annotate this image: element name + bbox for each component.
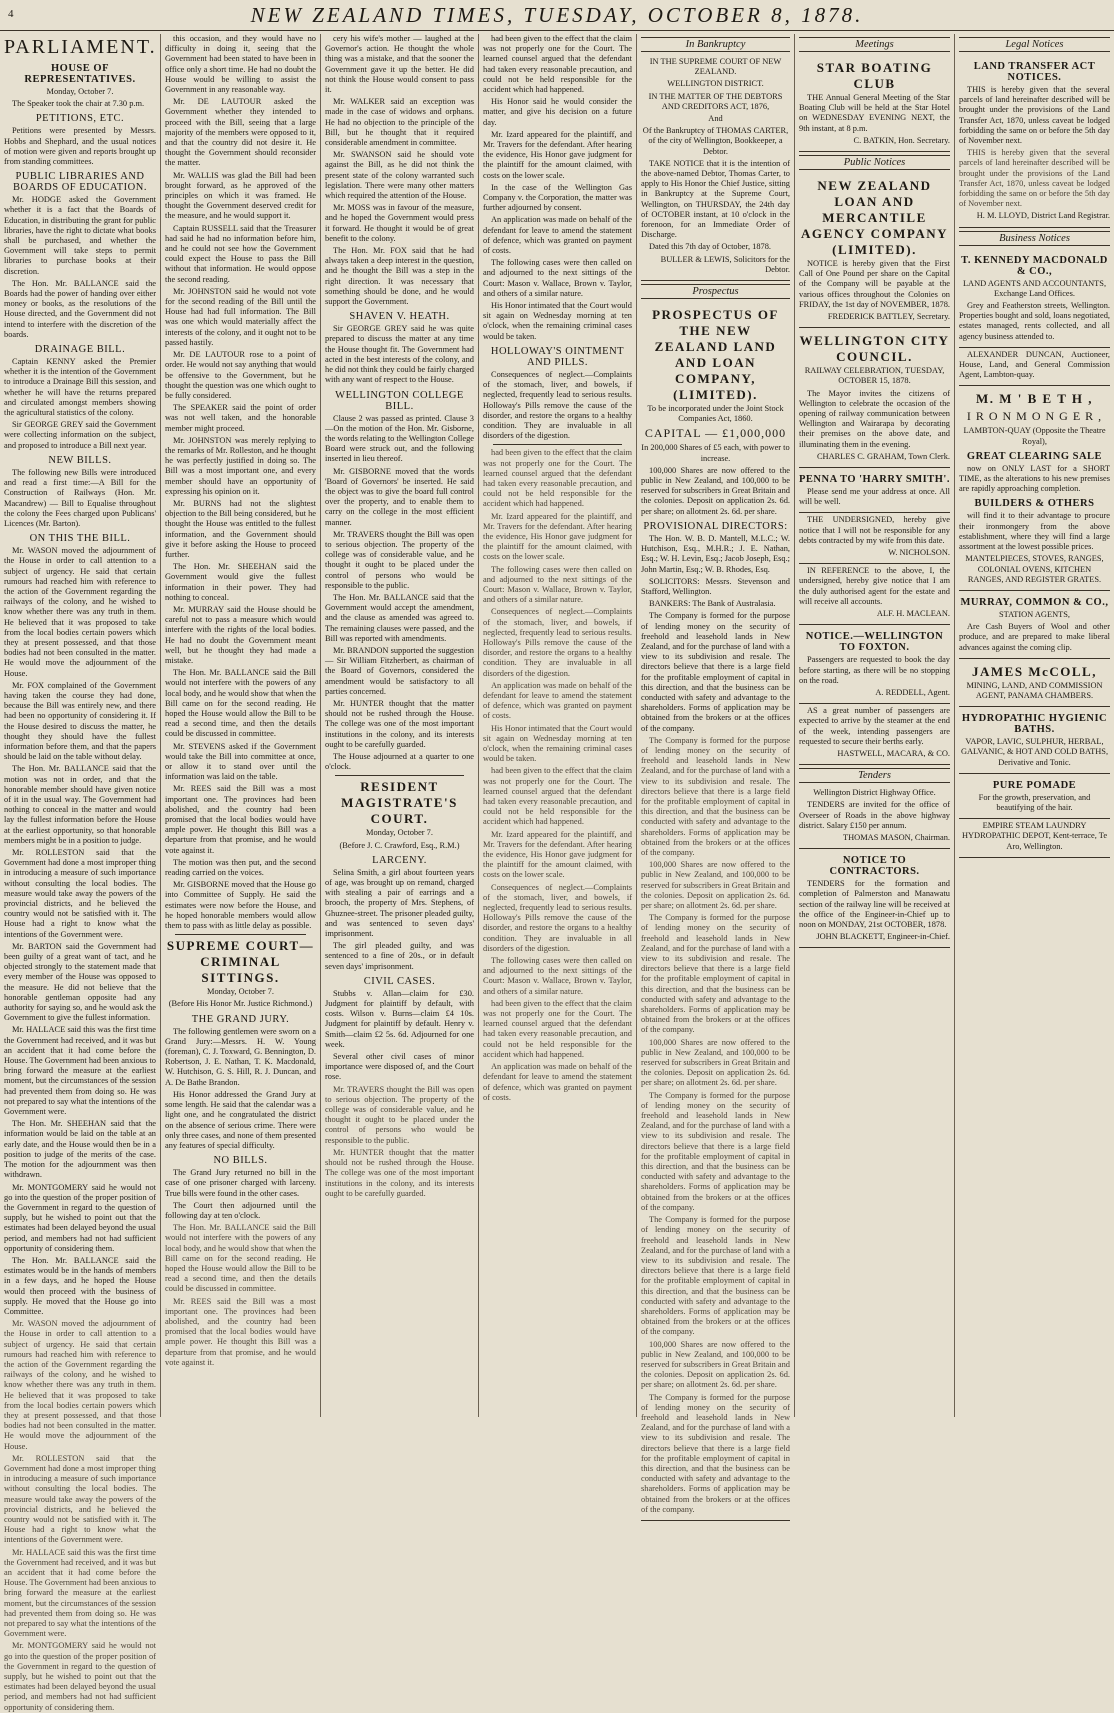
ad-text: THIS is hereby given that the several parcels of land hereinafter described will be brought under the provisions of the Land Transfer Act, 1870, unless caveat be lodged forbidding the same on or before the 5th day of November next. [959, 85, 1110, 146]
bankruptcy-section-header: In Bankruptcy [641, 37, 790, 52]
ad-text: Passengers are requested to book the day before starting, as there will be no stopping on the road. [799, 655, 950, 685]
undersigned-notice [799, 513, 950, 564]
paragraph: had been given to the effect that the claim was not properly one for the Court. The learned counsel argued that the defendant had taken every reasonable precaution, and could not be held responsible for the accident which had happened. [483, 998, 632, 1059]
ad-subtitle: MINING, LAND, AND COMMISSION AGENT, PANAMA CHAMBERS. [966, 680, 1103, 700]
city-council-ad [799, 328, 950, 468]
paragraph: The Hon. Mr. SHEEHAN said the Government would give the fullest information in their power. They had nothing to conceal. [165, 562, 316, 602]
prospectus-body: 100,000 Shares are now offered to the public in New Zealand, and 100,000 to be reserved for subscribers in Great Britain and the colonies. Deposit on application 2s. 6d. per share; on allotment 2s. 6d. per share. [641, 860, 790, 910]
paragraph: The following cases were then called on and adjourned to the next sittings of the Court: Mason v. Wallace, Brown v. Taylor, and others of a similar nature. [483, 258, 632, 298]
ad-title: LAND TRANSFER ACT NOTICES. [973, 61, 1096, 83]
masthead [0, 0, 1114, 31]
paragraph: Mr. FOX complained of the Government having taken the course they had done, because the Bill was entirely new, and there had been no opportunity of considering it. If the House desired to discuss the matter, he thought they should have the fullest information before them, and that the papers should be laid on the table without delay. [4, 680, 156, 762]
paragraph: The following gentlemen were sworn on a Grand Jury:—Messrs. H. W. Young (foreman), C. J. Toxward, G. Bennington, D. Robertson, J. E. Nathan, T. K. Macdonald, W. Hutchison, G. S. Hill, R. J. Duncan, and A. De Bathe Brandon. [165, 1026, 316, 1087]
capital: CAPITAL — £1,000,000 [644, 426, 787, 441]
ad-signature: W. NICHOLSON. [888, 548, 950, 558]
paragraph: Mr. WALLIS was glad the Bill had been brought forward, as he approved of the principles on which it was framed. He thought the Government deserved credit for the measure, and he would support it. [165, 170, 316, 221]
ad-title: WELLINGTON CITY COUNCIL. [799, 333, 950, 365]
paragraph: Mr. BARTON said the Government had been guilty of a great want of tact, and he objected strongly to the statement made that every member of the House was opposed to the measure. He did not believe that the honorable gentleman opposite had any authority for saying so, and he would ask the Government to give the fullest information. [4, 941, 156, 1023]
column-3 [320, 34, 478, 1417]
paragraph: Sir GEORGE GREY said he was quite prepared to discuss the matter at any time the House thought fit. The Government had acted in the best interests of the colony, and he did not think they could be fairly charged with any want of respect to the House. [325, 324, 474, 385]
paragraph: The Hon. Mr. BALLANCE said the Boards had the power of handing over either money or books, as the resolutions of the House directed, and the Government did not intend to interfere with the discretion of the boards. [4, 278, 156, 339]
no-bills-heading: NO BILLS. [213, 1155, 268, 1167]
mccoll-ad [959, 659, 1110, 707]
tender-ad [799, 786, 950, 849]
ad-signature: CHARLES C. GRAHAM, Town Clerk. [816, 451, 950, 461]
paragraph: Mr. REES said the Bill was a most important one. The provinces had been abolished, and the country had been promised that the local bodies would have ample power. He thought this Bill was a departure from that promise, and he would vote against it. [165, 1296, 316, 1367]
prospectus-section-header: Prospectus [641, 284, 790, 299]
ad-title: Wellington District Highway Office. [813, 788, 936, 798]
ad-text: will find it to their advantage to procure their ironmongery from the above establishment, where they will find a large assortment at the lowest possible prices. [959, 511, 1110, 552]
paragraph: The motion was then put, and the second reading carried on the voices. [165, 857, 316, 878]
paragraph: Mr. WASON moved the adjournment of the House in order to call attention to a subject of urgency. He said that certain rumours had reached him with reference to the action of the Government regarding the railways of the colony, and he wished to know whether there was any truth in them. He believed that it was proposed to take from the local bodies certain powers which they at present possessed, and that those bodies had not been consulted in the matter. He would move the adjournment of the House. [4, 1319, 156, 1451]
paragraph: Mr. Izard appeared for the plaintiff, and Mr. Travers for the defendant. After hearing the evidence, His Honor gave judgment for the plaintiff for the amount claimed, with costs on the lower scale. [483, 829, 632, 880]
ad-text: AS a great number of passengers are expected to arrive by the steamer at the end of the week, intending passengers are requested to secure their berths early. [799, 706, 950, 746]
paragraph: this occasion, and they would have no difficulty in doing it, seeing that the Government had been stated to have been in office only a short time. He had no doubt the House would be willing to assist the Government in any reasonable way. [165, 34, 316, 95]
notice-date: Dated this 7th day of October, 1878. [649, 242, 772, 252]
college-bill-heading: WELLINGTON COLLEGE BILL. [335, 389, 464, 412]
paragraph: The Hon. Mr. BALLANCE said that the Government would accept the amendment, and the clause as amended was agreed to. The remaining clauses were passed, and the Bill was reported with amendments. [325, 592, 474, 643]
libraries-heading: PUBLIC LIBRARIES AND BOARDS OF EDUCATION. [13, 171, 147, 194]
legal-notices-section-header: Legal Notices [959, 37, 1110, 52]
drainage-heading: DRAINAGE BILL. [34, 344, 126, 356]
matter-line: IN THE MATTER OF THE DEBTORS AND CREDITORS ACT, 1876, [648, 91, 783, 111]
ad-text: Are Cash Buyers of Wool and other produce, and are prepared to make liberal advances against the coming clip. [959, 622, 1110, 652]
prospectus-body: The Company is formed for the purpose of lending money on the security of freehold and leasehold lands in New Zealand, and for the purchase of land with a view to its subdivision and resale. The directors believe that there is a large field for the profitable employment of capital in this direction, and that the business can be conducted with safety and advantage to the shareholders. Forms of application may be obtained from the brokers or at the offices of the company. [641, 735, 790, 857]
paragraph: His Honor intimated that the Court would sit again on Wednesday morning at ten o'clock, when the remaining criminal cases would be taken. [483, 301, 632, 341]
newspaper-title: NEW ZEALAND TIMES, TUESDAY, OCTOBER 8, 1878. [250, 3, 864, 27]
paragraph: Mr. GISBORNE moved that the House go into Committee of Supply. He said the estimates were now before the House, and he hoped honorable members would allow them to pass with as little delay as possible. [165, 880, 316, 931]
ad-text: now on ONLY LAST for a SHORT TIME, as the alterations to his new premises are rapidly approaching completion. [959, 463, 1110, 494]
paragraph: Several other civil cases of minor importance were disposed of, and the Court rose. [325, 1052, 474, 1082]
larceny-heading: LARCENY. [372, 854, 427, 866]
paragraph: Mr. HODGE asked the Government whether it is a fact that the Boards of Education, in distributing the grant for public libraries, have the right to dictate what books shall be purchased, and whether the Government will take steps to permit libraries to purchase books at their discretion. [4, 195, 156, 276]
duncan-ad [959, 348, 1110, 387]
paragraph: Captain RUSSELL said that the Treasurer had said he had no information before him, and he could not see how the Government could expect the House to pass the Bill without that information. He would oppose the second reading. [165, 223, 316, 284]
ad-text: THE UNDERSIGNED, hereby give notice that I will not be responsible for any debts contracted by my wife from this date. [799, 515, 950, 545]
ad-title: M. M ' B E T H , [975, 391, 1094, 407]
ad-text: Please send me your address at once. All will be well. [799, 487, 950, 507]
ad-text: EMPIRE STEAM LAUNDRY HYDROPATHIC DEPOT, Kent-terrace, Te Aro, Wellington. [961, 821, 1108, 851]
paragraph: Consequences of neglect.—Complaints of the stomach, liver, and bowels, if neglected, frequently lead to serious results. Holloway's Pills remove the cause of the disorder, and restore the organs to a healthy condition. They are invaluable in all disorders of the digestion. [483, 369, 632, 441]
ad-text: THE Annual General Meeting of the Star Boating Club will be held at the Star Hotel on WEDNESDAY EVENING NEXT, the 9th instant, at 8 p.m. [799, 93, 950, 133]
ad-title: NOTICE TO CONTRACTORS. [829, 855, 920, 878]
ad-sale: GREAT CLEARING SALE [966, 450, 1103, 462]
ad-signature: HASTWELL, MACARA, & CO. [837, 748, 950, 758]
paragraph: Mr. MONTGOMERY said he would not go into the question of the proper position of the Government in regard to the question of supply, but he wished to point out that the estimates had been delayed beyond the usual period, and members had not had sufficient opportunity of considering them. [4, 1641, 156, 1712]
ad-subheading: BUILDERS & OTHERS [974, 498, 1095, 510]
ad-signature: THOMAS MASON, Chairman. [842, 832, 950, 842]
prospectus-notice [641, 302, 790, 1521]
ad-text: For the growth, preservation, and beautifying of the hair. [978, 792, 1091, 812]
page-columns [0, 34, 1114, 1712]
paragraph: Mr. REES said the Bill was a most important one. The provinces had been abolished, and the country had been promised that the local bodies would have ample power. He thought this Bill was a departure from that promise, and he would vote against it. [165, 784, 316, 855]
paragraph: Consequences of neglect.—Complaints of the stomach, liver, and bowels, if neglected, frequently lead to serious results. Holloway's Pills remove the cause of the disorder, and restore the organs to a healthy condition. They are invaluable in all disorders of the digestion. [483, 607, 632, 678]
ad-title: NEW ZEALAND LOAN AND MERCANTILE AGENCY COMPANY (LIMITED). [800, 178, 948, 258]
column-1-parliament [0, 34, 160, 1712]
ad-title: PURE POMADE [992, 779, 1077, 791]
ad-title: T. KENNEDY MACDONALD & CO., [961, 254, 1108, 277]
ad-text: TENDERS are invited for the office of Overseer of Roads in the above highway district. Salary £150 per annum. [799, 800, 950, 830]
laundry-ad [959, 819, 1110, 858]
ad-text: VAPOR, LAVIC, SULPHUR, HERBAL, GALVANIC, & HOT AND COLD BATHS, Derivative and Tonic. [960, 737, 1109, 767]
directors-list: The Hon. W. B. D. Mantell, M.L.C.; W. Hutchison, Esq., M.H.R.; J. E. Nathan, Esq.; W. H. Levin, Esq.; Jacob Joseph, Esq.; John Martin, Esq.; W. B. Rhodes, Esq. [641, 533, 790, 574]
mcbeth-ad [959, 386, 1110, 590]
paragraph: Mr. TRAVERS thought the Bill was open to serious objection. The property of the college was of considerable value, and he thought it ought to be placed under the control of persons who would be responsible to the public. [325, 1084, 474, 1145]
paragraph: Mr. BRANDON supported the suggestion — Sir William Fitzherbert, as chairman of the Board of Governors, considered the amendment would be satisfactory to all parties concerned. [325, 645, 474, 696]
court-name: IN THE SUPREME COURT OF NEW ZEALAND. [649, 57, 782, 77]
paragraph: cery his wife's mother — laughed at the Governor's action. He thought the whole thing was a mistake, and that the sooner the Government gave it up the better. He did not think the House would consent to pass it. [325, 34, 474, 95]
paragraph: had been given to the effect that the claim was not properly one for the Court. The learned counsel argued that the defendant had taken every reasonable precaution, and could not be held responsible for the accident which had happened. [483, 766, 632, 827]
court-judge: (Before His Honor Mr. Justice Richmond.) [168, 999, 313, 1009]
and-line: And [708, 114, 723, 124]
ad-subtitle: LAND AGENTS AND ACCOUNTANTS, Exchange Land Offices. [962, 278, 1107, 298]
notice-text: TAKE NOTICE that it is the intention of the above-named Debtor, Thomas Carter, to apply to His Honor the Chief Justice, sitting in Bankruptcy at the Supreme Court, Wellington, on THURSDAY, the 24th day of OCTOBER instant, at 10 o'clock in the forenoon, for an Immediate Order of Discharge. [641, 158, 790, 240]
paragraph: Sir GEORGE GREY said the Government were collecting information on the subject, and proposed to introduce a Bill next year. [4, 420, 156, 450]
paragraph: had been given to the effect that the claim was not properly one for the Court. The learned counsel argued that the defendant had taken every reasonable precaution, and could not be held responsible for the accident which had happened. [483, 34, 632, 95]
civil-cases-heading: CIVIL CASES. [363, 975, 436, 987]
ad-text: THIS is hereby given that the several parcels of land hereinafter described will be brought under the provisions of the Land Transfer Act, 1870, unless caveat be lodged forbidding the same on or before the 5th day of November next. [959, 148, 1110, 209]
paragraph: His Honor said he would consider the matter, and give his decision on a future day. [483, 97, 632, 127]
bankruptcy-notice [641, 55, 790, 281]
paragraph: The Hon. Mr. BALLANCE said that the motion was not in order, and that the honorable member should have given notice of it in the usual way. The Government had nothing to conceal in the matter and would lay the fullest information before the House at the earliest opportunity, so that honorable members might be in a position to judge. [4, 764, 156, 845]
paragraph: Mr. HUNTER thought that the matter should not be rushed through the House. The college was one of the most important institutions in the colony, and its interests ought to be carefully guarded. [325, 1147, 474, 1198]
parliament-heading: PARLIAMENT. [4, 36, 157, 58]
prospectus-title: PROSPECTUS OF THE NEW ZEALAND LAND AND LOAN COMPANY, (LIMITED). [652, 307, 779, 403]
court-date: Monday, October 7. [207, 987, 274, 997]
ad-title: JAMES McCOLL, [972, 663, 1097, 679]
paragraph: The Hon. Mr. FOX said that he had always taken a deep interest in the question, and he thought the Bill was a step in the right direction. It was necessary that something should be done, and he would support the Government. [325, 246, 474, 307]
paragraph: Mr. HALLACE said this was the first time the Government had received, and it was but an accident that it had come before the House. The Government had been anxious to bring forward the measure at the earliest moment, but the circumstances of the session had prevented them from doing so. He was not prepared to say what the intentions of the Government were. [4, 1547, 156, 1639]
paragraph: Mr. SWANSON said he should vote against the Bill, as he did not think the present state of the colony warranted such legislation. There were many other matters which required the attention of the House. [325, 150, 474, 201]
ad-signature: A. REDDELL, Agent. [875, 687, 950, 697]
ad-subtitle: STATION AGENTS, [999, 609, 1070, 619]
column-4 [478, 34, 636, 1417]
paragraph: In the case of the Wellington Gas Company v. the Corporation, the matter was further adjourned by consent. [483, 182, 632, 213]
paragraph: The girl pleaded guilty, and was sentenced to a fine of 20s., or in default seven days' imprisonment. [325, 941, 474, 971]
paragraph: The Hon. Mr. BALLANCE said the Bill would not interfere with the powers of any local body, and he would show that when the Bill came on for the second reading. He hoped the House would allow the Bill to be read a second time, and then the details could be discussed in committee. [165, 1223, 316, 1294]
murray-ad [959, 591, 1110, 659]
court-magistrate: (Before J. C. Crawford, Esq., R.M.) [339, 840, 460, 850]
ad-signature: JOHN BLACKETT, Engineer-in-Chief. [816, 932, 950, 942]
supreme-court-heading: SUPREME COURT—CRIMINAL SITTINGS. [166, 938, 315, 986]
court-date: Monday, October 7. [366, 828, 433, 838]
paragraph: Captain KENNY asked the Premier whether it is the intention of the Government to introduce a Drainage Bill this session, and whether he will have the returns prepared and circulated amongst members showing the agricultural statistics of the colony. [4, 357, 156, 418]
ad-title: NOTICE.—WELLINGTON TO FOXTON. [805, 631, 944, 654]
magistrate-court-heading: RESIDENT MAGISTRATE'S COURT. [341, 779, 458, 827]
subheading: SHAVEN V. HEATH. [349, 311, 450, 323]
reference-notice [799, 564, 950, 625]
paragraph: The Grand Jury returned no bill in the case of one prisoner charged with larceny. True bills were found in the other cases. [165, 1168, 316, 1198]
land-transfer-notice [959, 55, 1110, 228]
ad-title: STAR BOATING CLUB [816, 60, 933, 91]
house-heading: HOUSE OF REPRESENTATIVES. [24, 63, 136, 85]
ad-text: NOTICE is hereby given that the First Call of One Pound per share on the Capital of the Company will be payable at the various offices throughout the Colonies on FRIDAY, the 1st day of NOVEMBER, 1878. [799, 259, 950, 309]
paragraph: An application was made on behalf of the defendant for leave to amend the statement of defence, which was granted on payment of costs. [483, 215, 632, 256]
paragraph: Mr. JOHNSTON was merely replying to the remarks of Mr. Rolleston, and he thought he was perfectly justified in doing so. The Bill was a most important one, and every member should have an opportunity of expressing his opinion on it. [165, 435, 316, 496]
paragraph: Clause 2 was passed as printed. Clause 3—On the motion of the Hon. Mr. Gisborne, the words relating to the Wellington College Board were struck out, and the following inserted in lieu thereof. [325, 413, 474, 464]
steamer-notice [799, 704, 950, 765]
paragraph: His Honor intimated that the Court would sit again on Wednesday morning at ten o'clock, when the remaining criminal cases would be taken. [483, 723, 632, 764]
paragraph: had been given to the effect that the claim was not properly one for the Court. The learned counsel argued that the defendant had taken every reasonable precaution, and could not be held responsible for the accident which had happened. [483, 448, 632, 509]
shares: In 200,000 Shares of £5 each, with power to increase. [641, 443, 790, 463]
paragraph: Mr. ROLLESTON said that the Government had done a most improper thing in introducing a measure of such importance without consulting the local bodies. The measure would take away the powers of the provincial districts, and he believed the country would not be satisfied with it. The House had a right to know what the intentions of the Government were. [4, 1453, 156, 1545]
column-7-notices [954, 34, 1114, 1417]
paragraph: Mr. WASON moved the adjournment of the House in order to call attention to a subject of urgency. He said that certain rumours had reached him with reference to the action of the Government regarding the railways of the colony, and he wished to know whether there was any truth in them. He believed that it was proposed to take from the local bodies certain powers which they at present possessed, and that those bodies had not been consulted in the matter. He would move the adjournment of the House. [4, 546, 156, 678]
meetings-section-header: Meetings [799, 37, 950, 52]
foxton-notice [799, 625, 950, 704]
paragraph: An application was made on behalf of the defendant for leave to amend the statement of defence, which was granted on payment of costs. [483, 680, 632, 721]
paragraph: His Honor addressed the Grand Jury at some length. He said that the calendar was a light one, and he congratulated the district on the absence of serious crime. There were only three cases, and none of them presented any features of special difficulty. [165, 1089, 316, 1150]
prospectus-body: The Company is formed for the purpose of lending money on the security of freehold and leasehold lands in New Zealand, and for the purchase of land with a view to its subdivision and resale. The directors believe that there is a large field for the profitable employment of capital in this direction, and that the business can be conducted with safety and advantage to the shareholders. Forms of application may be obtained from the brokers or at the offices of the company. [641, 1215, 790, 1337]
notice-signature: BULLER & LEWIS, Solicitors for the Debtor. [660, 254, 790, 274]
paragraph: The Hon. Mr. BALLANCE said the Bill would not interfere with the powers of any local body, and he would show that when the Bill came on for the second reading. He hoped the House would allow the Bill to be read a second time, and then the details could be discussed in committee. [165, 668, 316, 739]
district: WELLINGTON DISTRICT. [667, 79, 764, 89]
prospectus-body: 100,000 Shares are now offered to the public in New Zealand, and 100,000 to be reserved for subscribers in Great Britain and the colonies. Deposit on application 2s. 6d. per share; on allotment 2s. 6d. per share. [641, 1339, 790, 1390]
ad-signature: C. BATKIN, Hon. Secretary. [853, 135, 950, 145]
ad-signature: H. M. LLOYD, District Land Registrar. [976, 211, 1110, 221]
paragraph: Mr. MONTGOMERY said he would not go into the question of the proper position of the Government in regard to the question of supply, but he wished to point out that the estimates had been delayed beyond the usual period, and members had not had sufficient opportunity of considering them. [4, 1182, 156, 1253]
divider [175, 934, 306, 935]
new-bills-heading: NEW BILLS. [48, 454, 112, 466]
ad-address: LAMBTON-QUAY (Opposite the Theatre Royal), [963, 426, 1106, 446]
sitting-date: Monday, October 7. [46, 87, 114, 96]
paragraph: Mr. Izard appeared for the plaintiff, and Mr. Travers for the defendant. After hearing the evidence, His Honor gave judgment for the plaintiff for the amount claimed, with costs on the lower scale. [483, 129, 632, 180]
paragraph: Consequences of neglect.—Complaints of the stomach, liver, and bowels, if neglected, frequently lead to serious results. Holloway's Pills remove the cause of the disorder, and restore the organs to a healthy condition. They are invaluable in all disorders of the digestion. [483, 882, 632, 953]
column-5-notices [636, 34, 794, 1514]
paragraph: Mr. TRAVERS thought the Bill was open to serious objection. The property of the college was of considerable value, and he thought it ought to be placed under the control of persons who would be responsible to the public. [325, 529, 474, 590]
paragraph: Mr. GISBORNE moved that the words 'Board of Governors' be inserted. He said the object was to give the board full control over the property, and to enable them to carry on the college in the most efficient manner. [325, 466, 474, 527]
ad-title: PENNA TO 'HARRY SMITH'. [799, 474, 950, 486]
star-boating-club-ad [799, 55, 950, 152]
paragraph: The following new Bills were introduced and read a first time:—A Bill for the Construction of Railways (Hon. Mr. Macandrew) — Bill to Equalise throughout the colony the Fees charged upon Publicans' Licences (Mr. Barton). [4, 467, 156, 528]
paragraph: The Court then adjourned until the following day at ten o'clock. [165, 1200, 316, 1220]
ad-title: HYDROPATHIC HYGIENIC BATHS. [961, 713, 1108, 736]
paragraph: Stubbs v. Allan—claim for £30. Judgment for plaintiff by default, with costs. Wilson v. Burns—claim £4 10s. Judgment for plaintiff by default. Henry v. Smith—claim £2 5s. 6d. Adjourned for one week. [325, 988, 474, 1049]
prospectus-text: 100,000 Shares are now offered to the public in New Zealand, and 100,000 to be reserved for subscribers in Great Britain and the colonies. Deposit on application 2s. 6d. per share; on allotment 2s. 6d. per share. [641, 465, 790, 516]
column-2 [160, 34, 320, 1417]
divider [335, 775, 464, 776]
paragraph: The Hon. Mr. BALLANCE said the estimates would be in the hands of members in a few days, and he hoped the House would then proceed with the business of supply. He moved that the House go into Committee. [4, 1255, 156, 1316]
paragraph: The following cases were then called on and adjourned to the next sittings of the Court: Mason v. Wallace, Brown v. Taylor, and others of a similar nature. [483, 564, 632, 605]
public-notices-section-header: Public Notices [799, 155, 950, 170]
business-notices-section-header: Business Notices [959, 231, 1110, 246]
ad-text: ALEXANDER DUNCAN, Auctioneer, House, Land, and General Commission Agent, Lambton-quay. [959, 349, 1110, 380]
ad-text: IN REFERENCE to the above, I, the undersigned, hereby give notice that I am the duly authorised agent for the estate and will receive all accounts. [799, 566, 950, 606]
ad-trade: I R O N M O N G E R , [966, 409, 1103, 424]
subheading: ON THIS THE BILL. [29, 533, 131, 545]
paragraph: An application was made on behalf of the defendant for leave to amend the statement of defence, which was granted on payment of costs. [483, 1062, 632, 1102]
paragraph: The SPEAKER said the point of order was not well taken, and the honorable member might proceed. [165, 403, 316, 433]
ad-title: MURRAY, COMMON & CO., [960, 596, 1109, 608]
baths-ad [959, 707, 1110, 774]
paragraph: Mr. Izard appeared for the plaintiff, and Mr. Travers for the defendant. After hearing the evidence, His Honor gave judgment for the plaintiff for the amount claimed, with costs on the lower scale. [483, 511, 632, 562]
ad-text: Grey and Featherston streets, Wellington. Properties bought and sold, loans negotiated, estates managed, rents collected, and all agency business attended to. [959, 301, 1110, 341]
page-number: 4 [8, 8, 15, 20]
nz-loan-ad [799, 173, 950, 328]
paragraph: Mr. ROLLESTON said that the Government had done a most improper thing in introducing a measure of such importance without consulting the local bodies. The measure would take away the powers of the provincial districts, and he believed the country would not be satisfied with it. The House had a right to know what the intentions of the Government were. [4, 848, 156, 939]
paragraph: Petitions were presented by Messrs. Hobbs and Shephard, and the usual notices of motion were given and reports brought up from standing committees. [4, 126, 156, 167]
paragraph: Mr. DE LAUTOUR asked the Government whether they intended to proceed with the Bill, seeing that a large majority of the members were opposed to it, and that the country did not desire it. He thought the Government should reconsider the matter. [165, 97, 316, 168]
paragraph: Selina Smith, a girl about fourteen years of age, was brought up on remand, charged with stealing a pair of earrings and a brooch, the property of Mrs. Stephens, of Ghuznee-street. The prisoner pleaded guilty, and was sentenced to seven days' imprisonment. [325, 867, 474, 939]
prospectus-body: The Company is formed for the purpose of lending money on the security of freehold and leasehold lands in New Zealand, and for the purchase of land with a view to its subdivision and resale. The directors believe that there is a large field for the profitable employment of capital in this direction, and that the business can be conducted with safety and advantage to the shareholders. Forms of application may be obtained from the brokers or at the offices of the company. [641, 1090, 790, 1212]
paragraph: Mr. WALKER said an exception was made in the case of widows and orphans. He had no objection to the principle of the Bill, but he thought that it required considerable amendment in committee. [325, 97, 474, 148]
speaker-line: The Speaker took the chair at 7.30 p.m. [12, 99, 145, 109]
prospectus-body: 100,000 Shares are now offered to the public in New Zealand, and 100,000 to be reserved for subscribers in Great Britain and the colonies. Deposit on application 2s. 6d. per share; on allotment 2s. 6d. per share. [641, 1037, 790, 1088]
tenders-section-header: Tenders [799, 768, 950, 783]
paragraph: Mr. BURNS had not the slightest objection to the Bill being considered, but he thought the House was entitled to the fullest information, and the Government should give it before asking the House to proceed further. [165, 498, 316, 559]
ad-text: TENDERS for the formation and completion of Palmerston and Manawatu section of the railway line will be received at the office of the Engineer-in-Chief up to noon on MONDAY, 21st OCTOBER, 1878. [799, 879, 950, 929]
paragraph: Mr. JOHNSTON said he would not vote for the second reading of the Bill until the House had had full information. The Bill was one which would materially affect the interests of the colony, and it ought not to be passed hastily. [165, 286, 316, 347]
ad-signature: FREDERICK BATTLEY, Secretary. [827, 312, 950, 322]
ad-text: The Mayor invites the citizens of Wellington to celebrate the occasion of the opening of railway communication between Wellington and Wairarapa by decorating their premises on the above date, and illuminating them in the evening. [799, 388, 950, 449]
column-6-notices [794, 34, 954, 1417]
kennedy-ad [959, 249, 1110, 348]
bankrupt-line: Of the Bankruptcy of THOMAS CARTER, of the city of Wellington, Bookkeeper, a Debtor. [642, 126, 789, 156]
paragraph: Mr. MOSS was in favour of the measure, and he hoped the Government would press it forward. He thought it would be of great benefit to the colony. [325, 203, 474, 243]
bankers: BANKERS: The Bank of Australasia. [649, 599, 776, 609]
ad-list: MANTELPIECES, STOVES, RANGES, COLONIAL OVENS, KITCHEN RANGES, AND REGISTER GRATES. [965, 554, 1104, 584]
tender-ad [799, 849, 950, 948]
solicitors: SOLICITORS: Messrs. Stevenson and Stafford, Wellington. [641, 576, 790, 596]
paragraph: Mr. HUNTER thought that the matter should not be rushed through the House. The college was one of the most important institutions in the colony, and its interests ought to be carefully guarded. [325, 698, 474, 749]
incorporation: To be incorporated under the Joint Stock Companies Act, 1860. [647, 404, 784, 424]
paragraph: Mr. MURRAY said the House should be careful not to pass a measure which would interfere with the rights of the local bodies. He had no doubt the Government meant well, but he thought they had made a mistake. [165, 604, 316, 665]
prospectus-body: The Company is formed for the purpose of lending money on the security of freehold and leasehold lands in New Zealand, and for the purchase of land with a view to its subdivision and resale. The directors believe that there is a large field for the profitable employment of capital in this direction, and that the business can be conducted with safety and advantage to the shareholders. Forms of application may be obtained from the brokers or at the offices of the company. [641, 913, 790, 1035]
prospectus-body: The Company is formed for the purpose of lending money on the security of freehold and leasehold lands in New Zealand, and for the purchase of land with a view to its subdivision and resale. The directors believe that there is a large field for the profitable employment of capital in this direction, and that the business can be conducted with safety and advantage to the shareholders. Forms of application may be obtained from the brokers or at the offices of the company. [641, 1392, 790, 1514]
pomade-ad [959, 774, 1110, 819]
holloway-heading: HOLLOWAY'S OINTMENT AND PILLS. [490, 345, 625, 368]
paragraph: Mr. HALLACE said this was the first time the Government had received, and it was but an accident that it had come before the House. The Government had been anxious to bring forward the measure at the earliest moment, but the circumstances of the session had prevented them from doing so. He was not prepared to say what the intentions of the Government were. [4, 1025, 156, 1117]
divider [493, 444, 622, 445]
paragraph: The Hon. Mr. SHEEHAN said that the information would be laid on the table at an early date, and the House would then be in a position to judge of the merits of the case. The motion for the adjournment was then withdrawn. [4, 1119, 156, 1180]
ad-signature: ALF. H. MACLEAN. [876, 609, 950, 619]
prospectus-body: The Company is formed for the purpose of lending money on the security of freehold and leasehold lands in New Zealand, and for the purchase of land with a view to its subdivision and resale. The directors believe that there is a large field for the profitable employment of capital in this direction, and that the business can be conducted with safety and advantage to the shareholders. Forms of application may be obtained from the brokers or at the offices of the company. [641, 611, 790, 733]
paragraph: Mr. DE LAUTOUR rose to a point of order. He would not say anything that would be offensive to the Government, but he thought the question was one which ought to be fully considered. [165, 350, 316, 400]
paragraph: Mr. STEVENS asked if the Government would take the Bill into committee at once, or allow it to stand over until the information was laid on the table. [165, 741, 316, 782]
paragraph: The House adjourned at a quarter to one o'clock. [325, 752, 474, 772]
ad-subtitle: RAILWAY CELEBRATION, TUESDAY, OCTOBER 15, 1878. [804, 366, 945, 386]
personal-notice [799, 468, 950, 513]
directors-heading: PROVISIONAL DIRECTORS: [643, 520, 788, 532]
petitions-heading: PETITIONS, ETC. [35, 113, 125, 125]
paragraph: The following cases were then called on and adjourned to the next sittings of the Court: Mason v. Wallace, Brown v. Taylor, and others of a similar nature. [483, 956, 632, 996]
grand-jury-heading: THE GRAND JURY. [191, 1013, 290, 1025]
